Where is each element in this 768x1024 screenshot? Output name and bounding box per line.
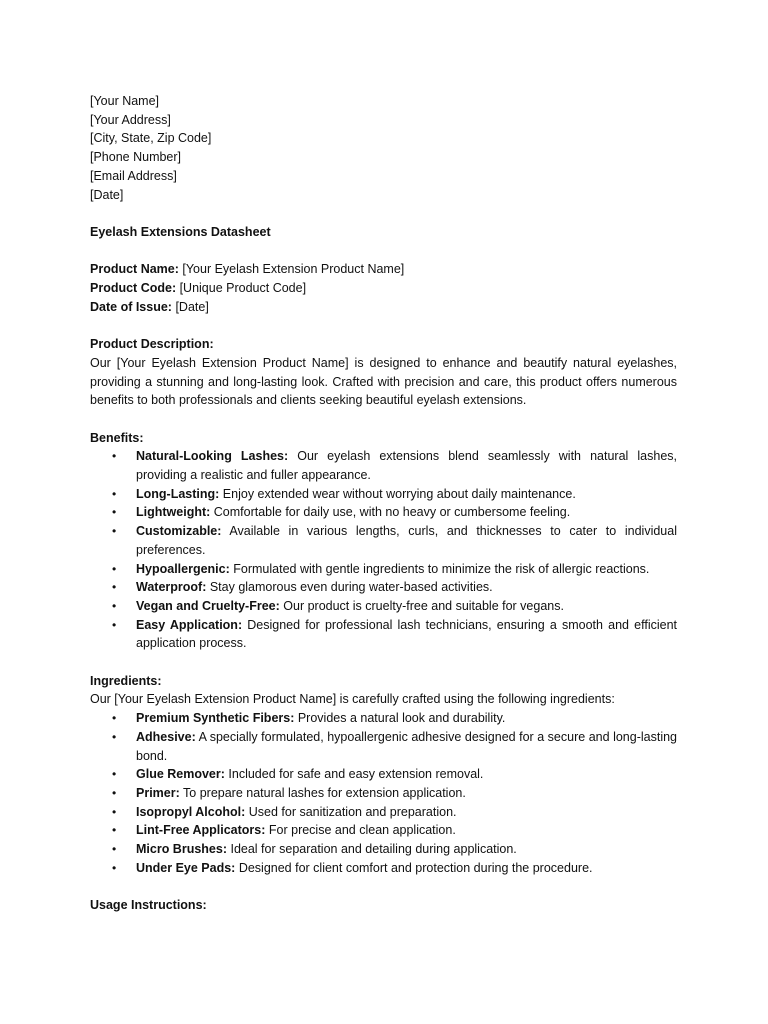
list-item-term: Glue Remover: (136, 767, 225, 782)
product-name-line (90, 260, 677, 279)
list-item-term: Micro Brushes: (136, 842, 227, 857)
list-item-text: Included for safe and easy extension removal. (224, 767, 484, 782)
list-item-text: Available in various lengths, curls, and thicknesses to cater to individual preferences. (136, 524, 677, 557)
list-item-term: Easy Application: (136, 617, 243, 632)
product-code-line (90, 279, 677, 298)
list-item-text: Our product is cruelty-free and suitable for vegans. (279, 598, 564, 613)
list-item-term: Hypoallergenic: (136, 561, 230, 576)
date-of-issue-value: [Date] (171, 299, 209, 314)
bullet-icon: • (112, 823, 117, 838)
list-item-text: Our eyelash extensions blend seamlessly with natural lashes, providing a realistic and fuller appearance. (136, 449, 678, 482)
bullet-icon: • (112, 804, 117, 819)
list-item (90, 522, 677, 559)
bullet-icon: • (112, 842, 117, 857)
list-item (90, 485, 677, 504)
list-item (90, 560, 677, 579)
date-of-issue-label: Date of Issue: (90, 299, 172, 314)
product-info (90, 260, 677, 316)
description-heading: Product Description: (90, 337, 214, 352)
list-item (90, 503, 677, 522)
bullet-icon: • (112, 580, 117, 595)
list-item (90, 765, 677, 784)
list-item-text: A specially formulated, hypoallergenic adhesive designed for a secure and long-lasting bond. (136, 729, 677, 763)
ingredients-intro: Our [Your Eyelash Extension Product Name] is carefully crafted using the following ingredients: (90, 692, 615, 707)
list-item (90, 840, 677, 859)
list-item-term: Isopropyl Alcohol: (136, 804, 246, 819)
list-item (90, 616, 677, 653)
benefits-list (90, 447, 677, 653)
product-name-value: [Your Eyelash Extension Product Name] (178, 262, 405, 277)
list-item (90, 821, 677, 840)
list-item-text: Comfortable for daily use, with no heavy or cumbersome feeling. (210, 505, 571, 520)
document-page (90, 92, 677, 915)
list-item (90, 709, 677, 728)
ingredients-heading: Ingredients: (90, 673, 162, 688)
bullet-icon: • (112, 524, 117, 539)
list-item (90, 447, 677, 484)
sender-address: [Your Address] (90, 112, 171, 127)
list-item-text: Designed for client comfort and protection during the procedure. (235, 860, 593, 875)
bullet-icon: • (112, 860, 117, 875)
list-item-text: Used for sanitization and preparation. (245, 804, 457, 819)
list-item-text: For precise and clean application. (265, 823, 456, 838)
list-item (90, 578, 677, 597)
list-item (90, 597, 677, 616)
list-item (90, 728, 677, 765)
list-item-text: Enjoy extended wear without worrying about daily maintenance. (219, 486, 576, 501)
list-item-term: Adhesive: (136, 729, 196, 744)
product-code-label: Product Code: (90, 281, 177, 295)
date-of-issue-line (90, 298, 677, 317)
description-text: Our [Your Eyelash Extension Product Name] is designed to enhance and beautify natural eyelashes, providing a stunning and long-lasting look. Crafted with precision and care, this product offers numerous benefits to both professionals and clients seeking beautiful eyelash extensions. (90, 355, 677, 408)
list-item-term: Long-Lasting: (136, 486, 220, 501)
benefits-section (90, 429, 677, 653)
bullet-icon: • (112, 785, 117, 800)
list-item-text: Designed for professional lash technicians, ensuring a smooth and efficient application process. (136, 617, 678, 651)
sender-block (90, 92, 677, 204)
ingredients-list (90, 709, 677, 877)
bullet-icon: • (112, 505, 117, 520)
list-item-text: Stay glamorous even during water-based activities. (206, 580, 493, 595)
document-title: Eyelash Extensions Datasheet (90, 224, 271, 239)
bullet-icon: • (112, 767, 117, 782)
list-item-term: Vegan and Cruelty-Free: (136, 598, 280, 613)
list-item (90, 803, 677, 822)
list-item-term: Waterproof: (136, 580, 207, 595)
bullet-icon: • (112, 711, 117, 726)
bullet-icon: • (112, 598, 117, 613)
list-item-text: To prepare natural lashes for extension application. (179, 785, 466, 800)
list-item-term: Lightweight: (136, 505, 211, 520)
list-item-text: Formulated with gentle ingredients to minimize the risk of allergic reactions. (229, 561, 650, 576)
sender-phone: [Phone Number] (90, 150, 182, 165)
ingredients-section (90, 672, 677, 878)
bullet-icon: • (112, 561, 117, 576)
product-name-label: Product Name: (90, 262, 179, 277)
list-item-term: Customizable: (136, 524, 222, 539)
bullet-icon: • (112, 729, 117, 744)
bullet-icon: • (112, 617, 117, 632)
sender-date: [Date] (90, 187, 124, 202)
bullet-icon: • (112, 486, 117, 501)
list-item-term: Under Eye Pads: (136, 860, 236, 875)
product-code-value: [Unique Product Code] (176, 281, 307, 295)
sender-city: [City, State, Zip Code] (90, 131, 212, 146)
list-item-term: Lint-Free Applicators: (136, 823, 266, 838)
bullet-icon: • (112, 449, 117, 464)
list-item-term: Primer: (136, 785, 180, 800)
sender-email: [Email Address] (90, 168, 177, 183)
benefits-heading: Benefits: (90, 430, 144, 445)
list-item-term: Natural-Looking Lashes: (136, 449, 289, 464)
list-item-text: Ideal for separation and detailing during application. (227, 842, 517, 857)
sender-name: [Your Name] (90, 94, 160, 108)
description-section (90, 335, 677, 410)
list-item (90, 859, 677, 878)
list-item-term: Premium Synthetic Fibers: (136, 711, 295, 726)
list-item-text: Provides a natural look and durability. (294, 711, 506, 726)
usage-heading: Usage Instructions: (90, 898, 207, 913)
list-item (90, 784, 677, 803)
